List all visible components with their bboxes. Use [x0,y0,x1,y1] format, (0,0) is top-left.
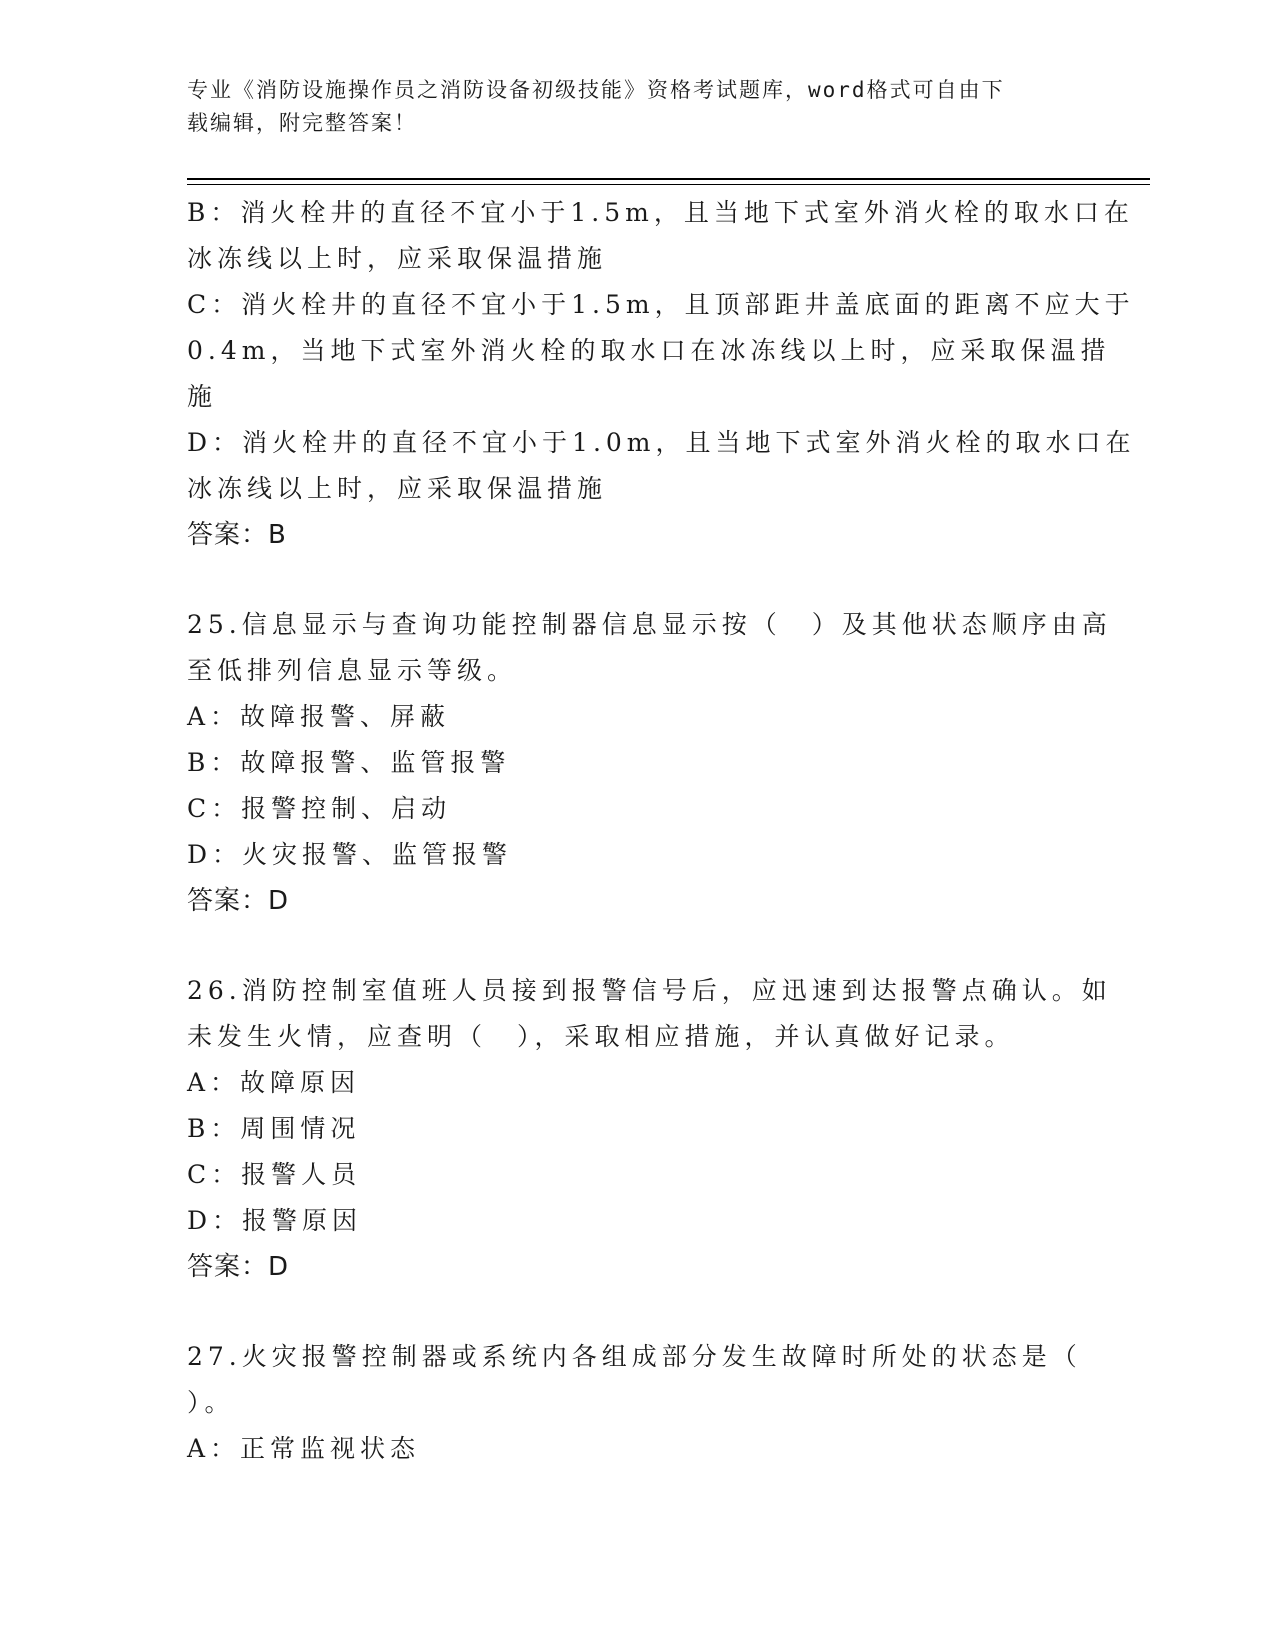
option-a: A：故障原因 [187,1068,361,1097]
option-a: A：正常监视状态 [187,1434,421,1463]
document-body [187,190,1136,1472]
question-27 [187,1334,1087,1472]
answer-label: 答案：D [187,886,290,916]
document-header [187,74,1067,140]
header-line-2: 载编辑，附完整答案！ [187,111,417,135]
header-rule-thin [187,184,1150,185]
answer-label: 答案：D [187,1252,290,1282]
option-b-line-2: 冰冻线以上时，应采取保温措施 [187,244,608,273]
question-stem-line-2: 未发生火情，应查明（ ），采取相应措施，并认真做好记录。 [187,1022,1015,1051]
header-line-1: 专业《消防设施操作员之消防设备初级技能》资格考试题库，word格式可自由下 [187,78,1005,102]
header-rule-thick [187,178,1150,180]
option-d: D：火灾报警、监管报警 [187,840,513,869]
option-c: C：报警人员 [187,1160,362,1189]
answer-label: 答案：B [187,520,287,550]
option-c: C：报警控制、启动 [187,794,452,823]
option-b: B：周围情况 [187,1114,361,1143]
option-c-line-3: 施 [187,382,218,411]
option-d-line-2: 冰冻线以上时，应采取保温措施 [187,474,608,503]
option-d-line-1: D：消火栓井的直径不宜小于1.0m，且当地下式室外消火栓的取水口在 [187,428,1136,457]
option-c-line-1: C：消火栓井的直径不宜小于1.5m，且顶部距井盖底面的距离不应大于 [187,290,1135,319]
option-d: D：报警原因 [187,1206,363,1235]
question-stem-line-2: 至低排列信息显示等级。 [187,656,518,685]
question-stem-line-1: 25.信息显示与查询功能控制器信息显示按（ ）及其他状态顺序由高 [187,610,1112,639]
question-stem-line-1: 26.消防控制室值班人员接到报警信号后，应迅速到达报警点确认。如 [187,976,1112,1005]
option-a: A：故障报警、屏蔽 [187,702,451,731]
question-25 [187,602,1112,924]
question-stem-line-1: 27.火灾报警控制器或系统内各组成部分发生故障时所处的状态是（ [187,1342,1082,1371]
prev-question [187,190,1136,558]
question-26 [187,968,1112,1290]
option-c-line-2: 0.4m，当地下式室外消火栓的取水口在冰冻线以上时，应采取保温措 [187,336,1111,365]
question-stem-line-2: ）。 [187,1388,235,1417]
option-b: B：故障报警、监管报警 [187,748,511,777]
option-b-line-1: B：消火栓井的直径不宜小于1.5m，且当地下式室外消火栓的取水口在 [187,198,1134,227]
